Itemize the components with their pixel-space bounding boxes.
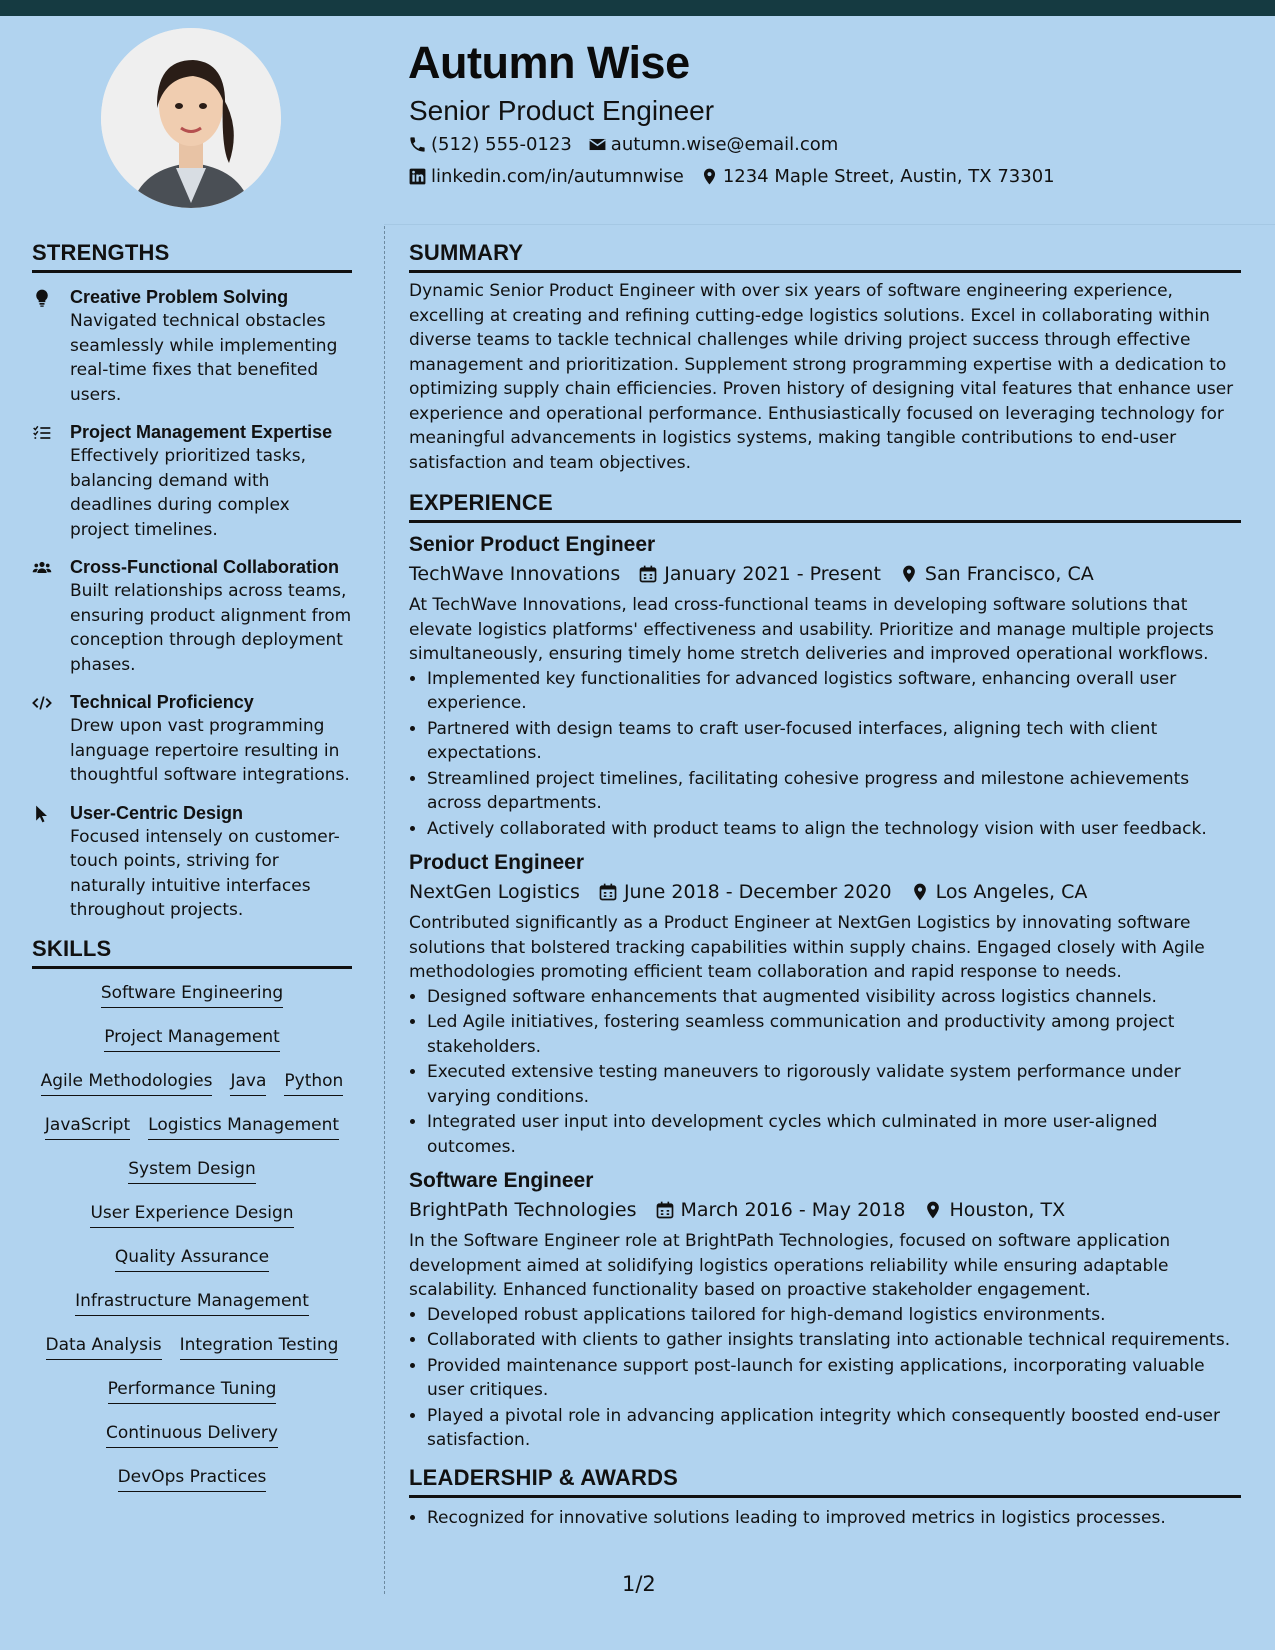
header-divider bbox=[384, 224, 1275, 225]
strength-title: Project Management Expertise bbox=[70, 422, 333, 442]
bullet-item: • Provided maintenance support post-launch for existing applications, incorporating valuable user critiques. bbox=[427, 1354, 1241, 1403]
bullet-item: • Integrated user input into development cycles which culminated in more user-aligned outcomes. bbox=[427, 1110, 1241, 1159]
map-pin-icon bbox=[923, 1200, 943, 1220]
job-entry bbox=[409, 1167, 1241, 1453]
job-entry bbox=[409, 849, 1241, 1159]
skill-tag: Agile Methodologies bbox=[41, 1069, 213, 1096]
email-text[interactable]: autumn.wise@email.com bbox=[610, 134, 839, 155]
strength-title: User-Centric Design bbox=[70, 802, 244, 823]
skills-section bbox=[32, 936, 352, 1492]
envelope-icon bbox=[588, 135, 607, 154]
skill-label: Quality Assurance bbox=[115, 1245, 269, 1272]
skill-tag bbox=[32, 1025, 352, 1052]
bullet-item: • Played a pivotal role in advancing application integrity which consequently boosted end-user satisfaction. bbox=[427, 1404, 1241, 1453]
bullet-item: • Actively collaborated with product teams to align the technology vision with user feedback. bbox=[427, 817, 1241, 842]
email-item[interactable] bbox=[588, 134, 839, 155]
strength-title: Cross-Functional Collaboration bbox=[70, 557, 340, 577]
job-location: San Francisco, CA bbox=[924, 563, 1094, 585]
column-divider bbox=[384, 226, 385, 1594]
job-location: Los Angeles, CA bbox=[935, 881, 1088, 903]
phone-item bbox=[408, 134, 572, 155]
job-bullets bbox=[409, 1303, 1241, 1453]
main-column bbox=[409, 240, 1241, 1531]
strength-title: Technical Proficiency bbox=[70, 692, 254, 712]
users-icon bbox=[32, 555, 70, 677]
experience-heading: EXPERIENCE bbox=[409, 490, 1241, 523]
job-meta bbox=[409, 877, 1241, 907]
skill-tag: Data Analysis bbox=[46, 1333, 162, 1360]
skill-tag bbox=[32, 1289, 352, 1316]
bullet-item: • Led Agile initiatives, fostering seamless communication and productivity among project stakeholders. bbox=[427, 1010, 1241, 1059]
strength-desc: Built relationships across teams, ensuring product alignment from conception through deployment phases. bbox=[70, 581, 352, 675]
award-item: • Recognized for innovative solutions leading to improved metrics in logistics processes. bbox=[427, 1506, 1241, 1531]
strength-desc: Navigated technical obstacles seamlessly while implementing real-time fixes that benefited users. bbox=[70, 311, 338, 405]
candidate-title: Senior Product Engineer bbox=[409, 95, 715, 126]
skill-label: System Design bbox=[128, 1157, 256, 1184]
address-item bbox=[700, 166, 1055, 187]
strength-desc: Effectively prioritized tasks, balancing demand with deadlines during complex project timelines. bbox=[70, 446, 306, 540]
skill-tag bbox=[32, 1245, 352, 1272]
strength-desc: Focused intensely on customer-touch points, striving for naturally intuitive interfaces throughout projects. bbox=[70, 826, 340, 920]
linkedin-item[interactable] bbox=[408, 166, 684, 187]
job-dates: January 2021 - Present bbox=[664, 563, 881, 585]
contact-row-2 bbox=[408, 166, 1055, 187]
bullet-item: • Executed extensive testing maneuvers to rigorously validate system performance under varying conditions. bbox=[427, 1060, 1241, 1109]
skill-label: Software Engineering bbox=[101, 981, 283, 1008]
strength-desc: Drew upon vast programming language repertoire resulting in thoughtful software integrations. bbox=[70, 716, 350, 785]
strength-item bbox=[32, 285, 352, 407]
strength-item bbox=[32, 801, 352, 923]
strengths-list bbox=[32, 285, 352, 923]
lightbulb-icon bbox=[32, 285, 70, 407]
skill-tag: Integration Testing bbox=[180, 1333, 339, 1360]
skill-tag bbox=[32, 1201, 352, 1228]
skill-tag bbox=[32, 1421, 352, 1448]
skill-tag bbox=[32, 1157, 352, 1184]
strength-item bbox=[32, 690, 352, 788]
skill-label: User Experience Design bbox=[90, 1201, 293, 1228]
address-text: 1234 Maple Street, Austin, TX 73301 bbox=[722, 166, 1055, 187]
skill-label: Continuous Delivery bbox=[106, 1421, 278, 1448]
linkedin-text[interactable]: linkedin.com/in/autumnwise bbox=[431, 166, 684, 187]
sidebar bbox=[32, 240, 352, 1492]
awards-heading: LEADERSHIP & AWARDS bbox=[409, 1465, 1241, 1498]
strength-title: Creative Problem Solving bbox=[70, 287, 289, 307]
job-description: In the Software Engineer role at BrightPath Technologies, focused on software application development aimed at solidifying logistics operations reliability while ensuring adaptable scalability. Enhanced functionality based on proactive stakeholder engagement. bbox=[409, 1231, 1171, 1300]
skill-label: Performance Tuning bbox=[108, 1377, 277, 1404]
job-title: Senior Product Engineer bbox=[409, 533, 656, 556]
job-description: Contributed significantly as a Product Engineer at NextGen Logistics by innovating software solutions that bolstered tracking capabilities within supply chains. Engaged closely with Agile methodologies promoting efficient team collaboration and rapid response to needs. bbox=[409, 913, 1205, 982]
skill-tag: JavaScript bbox=[45, 1113, 130, 1140]
job-location: Houston, TX bbox=[949, 1199, 1066, 1221]
job-bullets bbox=[409, 985, 1241, 1160]
summary-heading: SUMMARY bbox=[409, 240, 1241, 273]
calendar-icon bbox=[655, 1200, 675, 1220]
bullet-item: • Partnered with design teams to craft user-focused interfaces, aligning tech with client expectations. bbox=[427, 717, 1241, 766]
list-check-icon bbox=[32, 420, 70, 542]
job-dates: June 2018 - December 2020 bbox=[623, 881, 892, 903]
bullet-item: • Developed robust applications tailored for high-demand logistics environments. bbox=[427, 1303, 1241, 1328]
skill-tag: Java bbox=[230, 1069, 266, 1096]
skills-heading: SKILLS bbox=[32, 936, 352, 969]
skill-tag: Logistics Management bbox=[148, 1113, 339, 1140]
awards-section bbox=[409, 1465, 1241, 1531]
company-name: TechWave Innovations bbox=[409, 563, 621, 585]
cursor-icon bbox=[32, 801, 70, 923]
job-description: At TechWave Innovations, lead cross-functional teams in developing software solutions that elevate logistics platforms' effectiveness and usability. Prioritize and manage multiple projects simultaneously, ensuring timely home stretch deliveries and improved operational workflows. bbox=[409, 595, 1214, 664]
strengths-heading: STRENGTHS bbox=[32, 240, 352, 273]
summary-text: Dynamic Senior Product Engineer with over six years of software engineering experience, excelling at creating and refining cutting-edge logistics solutions. Excel in collaborating within diverse teams to tackle technical challenges while driving project success through effective management and prioritization. Supplement strong programming expertise with a dedication to optimizing supply chain efficiencies. Proven history of designing vital features that enhance user experience and operational performance. Enthusiastically focused on leveraging technology for meaningful advancements in logistics systems, making tangible contributions to end-user satisfaction and team objectives. bbox=[409, 281, 1234, 473]
phone-icon bbox=[408, 135, 427, 154]
page-number: 1/2 bbox=[622, 1572, 656, 1596]
skills-list bbox=[32, 981, 352, 1492]
contact-row-1 bbox=[408, 134, 838, 155]
job-title: Product Engineer bbox=[409, 851, 585, 874]
job-title: Software Engineer bbox=[409, 1169, 594, 1192]
map-pin-icon bbox=[700, 167, 719, 186]
experience-section bbox=[409, 490, 1241, 1453]
skill-label: DevOps Practices bbox=[118, 1465, 267, 1492]
profile-photo bbox=[101, 28, 281, 208]
top-accent-bar bbox=[0, 0, 1275, 16]
job-dates: March 2016 - May 2018 bbox=[680, 1199, 906, 1221]
calendar-icon bbox=[598, 882, 618, 902]
skill-tag bbox=[32, 1377, 352, 1404]
skill-tag bbox=[32, 1465, 352, 1492]
job-bullets bbox=[409, 667, 1241, 842]
linkedin-icon bbox=[408, 167, 427, 186]
company-name: BrightPath Technologies bbox=[409, 1199, 637, 1221]
bullet-item: • Designed software enhancements that augmented visibility across logistics channels. bbox=[427, 985, 1241, 1010]
calendar-icon bbox=[638, 564, 658, 584]
skill-tag bbox=[32, 981, 352, 1008]
bullet-item: • Collaborated with clients to gather insights translating into actionable technical requirements. bbox=[427, 1328, 1241, 1353]
map-pin-icon bbox=[899, 564, 919, 584]
job-meta bbox=[409, 559, 1241, 589]
job-entry bbox=[409, 531, 1241, 841]
code-icon bbox=[32, 690, 70, 788]
job-meta bbox=[409, 1195, 1241, 1225]
company-name: NextGen Logistics bbox=[409, 881, 580, 903]
strength-item bbox=[32, 555, 352, 677]
skill-label: Project Management bbox=[104, 1025, 280, 1052]
strength-item bbox=[32, 420, 352, 542]
skill-label: Infrastructure Management bbox=[75, 1289, 309, 1316]
bullet-item: • Streamlined project timelines, facilitating cohesive progress and milestone achievements across departments. bbox=[427, 767, 1241, 816]
phone-text: (512) 555-0123 bbox=[431, 134, 572, 155]
map-pin-icon bbox=[910, 882, 930, 902]
awards-list bbox=[409, 1506, 1241, 1531]
candidate-name: Autumn Wise bbox=[408, 37, 690, 88]
bullet-item: • Implemented key functionalities for advanced logistics software, enhancing overall user experience. bbox=[427, 667, 1241, 716]
skill-tag: Python bbox=[284, 1069, 343, 1096]
